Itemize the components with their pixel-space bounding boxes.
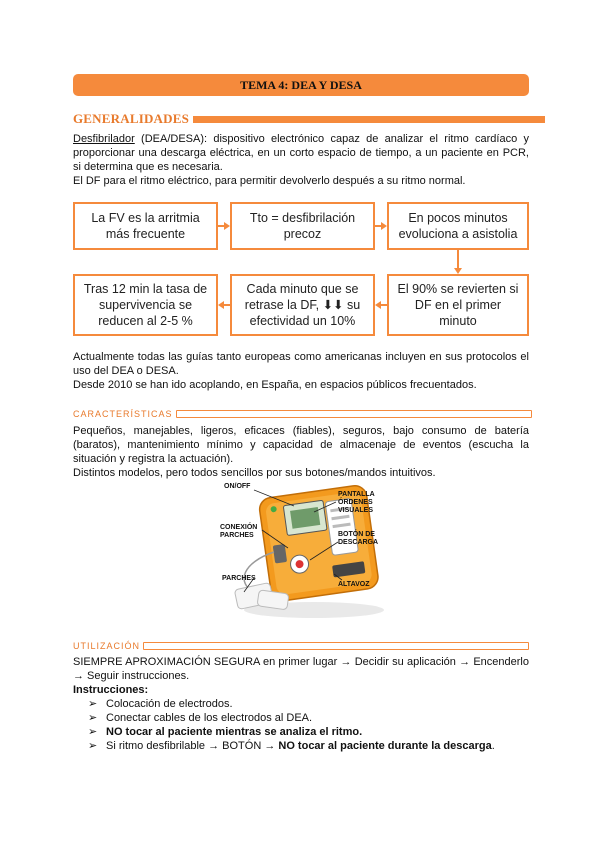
instructions-title: Instrucciones:	[73, 684, 149, 696]
label-conexion-parches: CONEXIÓN PARCHES	[220, 524, 258, 539]
flow-box-4-text: El 90% se revierten si DF en el primer minuto	[397, 282, 519, 328]
flow-box-5-text: Cada minuto que se retrase la DF, ⬇⬇ su efectividad un 10%	[244, 282, 361, 328]
list-item	[88, 725, 495, 739]
definition-text: (DEA/DESA): dispositivo electrónico capaz de analizar el ritmo cardíaco y proporcionar una descarga eléctrica, en un corto espacio de tiempo, a un paciente en PCR, si determina que es necesaria.	[73, 133, 529, 173]
list-item	[88, 697, 495, 711]
list-item-text: Conectar cables de los electrodos al DEA.	[106, 712, 313, 724]
list-item	[88, 739, 495, 753]
caracteristicas-paragraph: Pequeños, manejables, ligeros, eficaces (fiables), seguros, bajo consumo de batería (baratos), mantenimiento mínimo y capacidad de almacenaje de eventos (escucha la situación y registra la actuación).	[73, 425, 529, 465]
list-item-end: .	[491, 740, 495, 752]
after-flow-text	[73, 350, 529, 392]
section-heading-caracteristicas	[73, 409, 532, 419]
heading-line	[143, 642, 529, 650]
caracteristicas-line-2: Distintos modelos, pero todos sencillos por sus botones/mandos intuitivos.	[73, 467, 436, 479]
caracteristicas-text	[73, 424, 529, 480]
label-boton-descarga: BOTÓN DE DESCARGA	[338, 531, 379, 546]
arrowhead-icon: ➢	[88, 726, 98, 738]
utilizacion-text	[73, 655, 529, 697]
list-item-text: NO tocar al paciente mientras se analiza el ritmo.	[106, 726, 363, 738]
flow-box-1-text: La FV es la arritmia más frecuente	[91, 211, 200, 241]
flow-box-2-text: Tto = desfibrilación precoz	[249, 211, 356, 241]
utilizacion-paragraph: SIEMPRE APROXIMACIÓN SEGURA en primer lugar → Decidir su aplicación → Encenderlo → Seguir instrucciones.	[73, 656, 529, 682]
after-flow-line-2: Desde 2010 se han ido acoplando, en España, en espacios públicos frecuentados.	[73, 379, 477, 391]
section-label: UTILIZACIÓN	[73, 641, 141, 651]
list-item	[88, 711, 495, 725]
label-pantalla: PANTALLA ÓRDENES VISUALES	[338, 491, 375, 514]
list-item-text: Si ritmo desfibrilable → BOTÓN →	[106, 740, 279, 752]
arrowhead-icon: ➢	[88, 740, 98, 752]
label-onoff: ON/OFF	[224, 483, 251, 490]
section-label: GENERALIDADES	[73, 111, 190, 126]
flow-box-3-text: En pocos minutos evoluciona a asistolia	[398, 211, 518, 241]
label-altavoz: ALTAVOZ	[338, 581, 370, 588]
defined-term: Desfibrilador	[73, 133, 135, 145]
after-flow-line-1: Actualmente todas las guías tanto europeas como americanas incluyen en sus protocolos el uso del DEA o DESA.	[73, 351, 529, 377]
heading-line	[176, 410, 532, 418]
list-item-bold: NO tocar al paciente durante la descarga	[278, 740, 492, 752]
section-heading-utilizacion	[73, 641, 529, 651]
arrowhead-icon: ➢	[88, 712, 98, 724]
list-item-text: Colocación de electrodos.	[106, 698, 233, 710]
label-parches: PARCHES	[222, 575, 256, 582]
flow-box-6-text: Tras 12 min la tasa de supervivencia se reducen al 2-5 %	[83, 282, 208, 328]
page-title: TEMA 4: DEA Y DESA	[240, 77, 362, 92]
section-label: CARACTERÍSTICAS	[73, 409, 173, 419]
arrowhead-icon: ➢	[88, 698, 98, 710]
instructions-list	[88, 697, 495, 753]
definition-line-2: El DF para el ritmo eléctrico, para permitir devolverlo después a su ritmo normal.	[73, 175, 466, 187]
